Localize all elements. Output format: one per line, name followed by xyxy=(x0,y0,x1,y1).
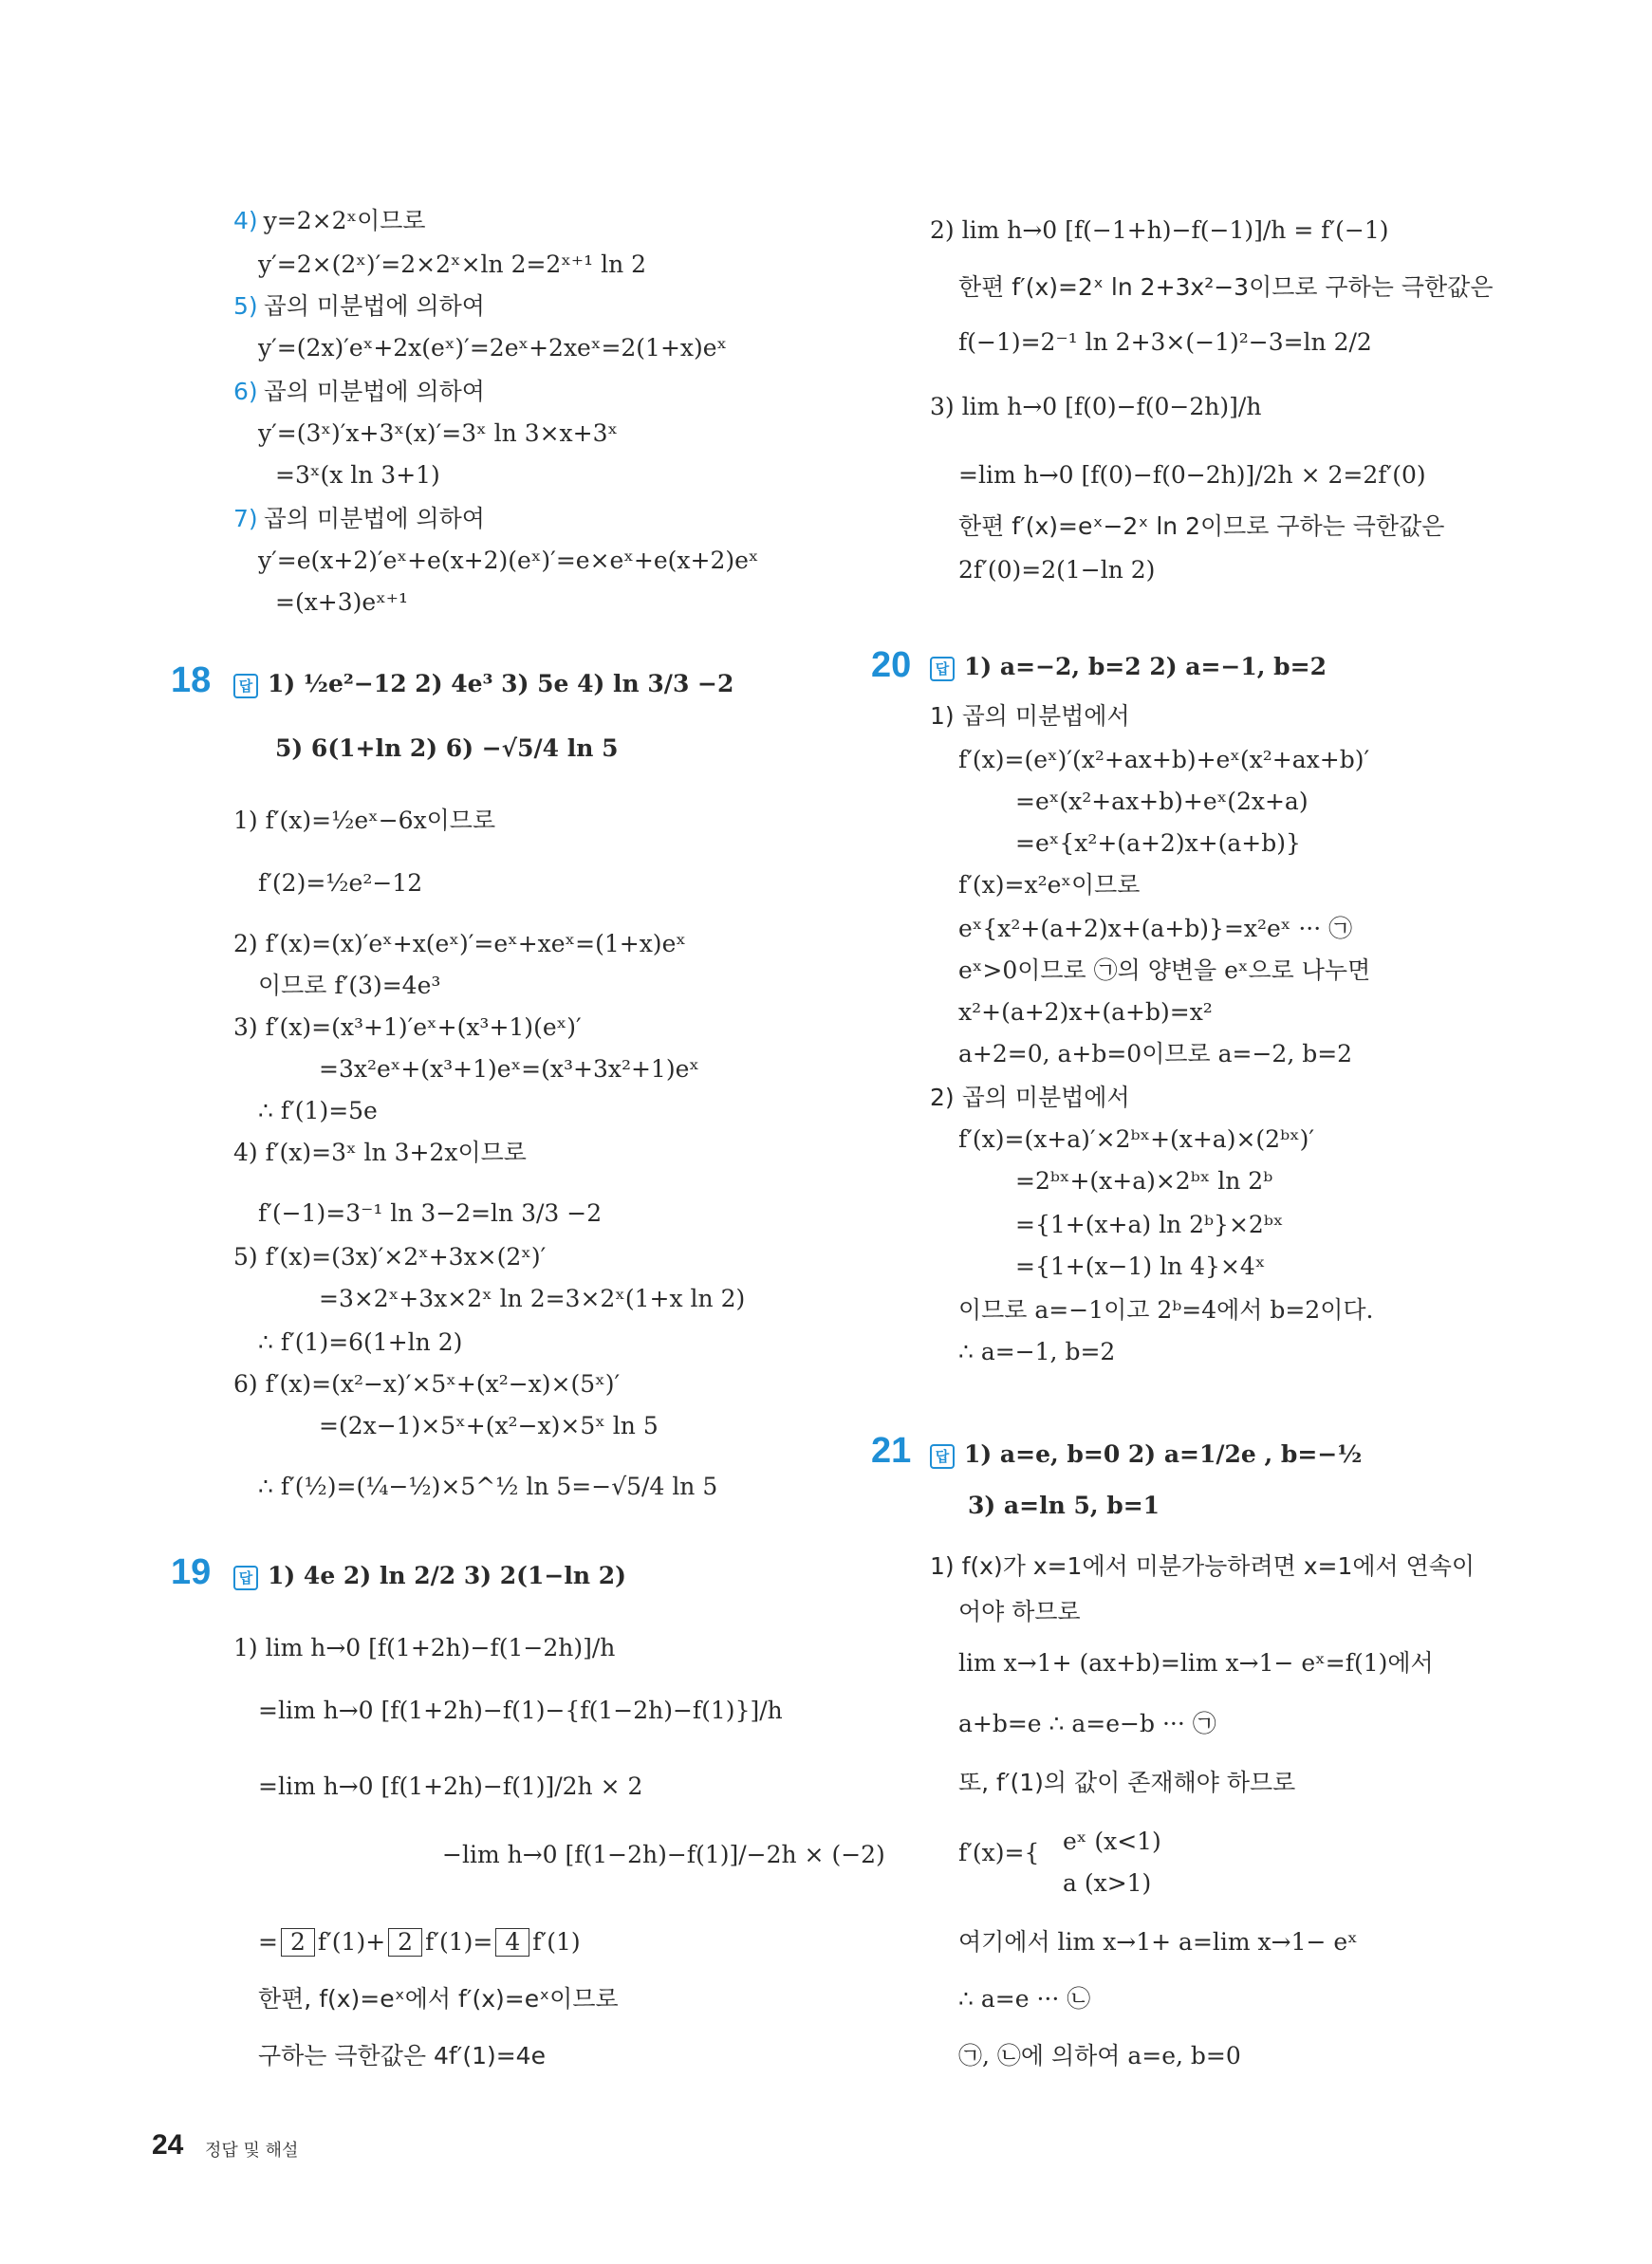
item-label: 7) xyxy=(233,505,258,532)
left-item-4-line2: y′=2×(2ˣ)′=2×2ˣ×ln 2=2ˣ⁺¹ ln 2 xyxy=(258,251,647,278)
p19-sol-1b: =lim h→0 [f(1+2h)−f(1)−{f(1−2h)−f(1)}]/h xyxy=(258,1697,783,1724)
p20-line-8: a+2=0, a+b=0이므로 a=−2, b=2 xyxy=(958,1040,1353,1067)
right-sol-2a: 2) lim h→0 [f(−1+h)−f(−1)]/h = f′(−1) xyxy=(930,216,1389,244)
text: 곱의 미분법에 의하여 xyxy=(263,505,485,532)
problem-19-number: 19 xyxy=(171,1552,212,1592)
answer-badge: 답 xyxy=(233,674,258,698)
p18-sol-3b: =3x²eˣ+(x³+1)eˣ=(x³+3x²+1)eˣ xyxy=(319,1055,699,1083)
problem-20-answer xyxy=(930,651,1327,683)
page-number: 24 xyxy=(152,2129,184,2161)
left-item-7-line1 xyxy=(233,503,485,535)
problem-18-number: 18 xyxy=(171,660,212,700)
p18-sol-6a: 6) f′(x)=(x²−x)′×5ˣ+(x²−x)×(5ˣ)′ xyxy=(233,1370,621,1398)
right-sol-3c: 한편 f′(x)=eˣ−2ˣ ln 2이므로 구하는 극한값은 xyxy=(958,512,1445,540)
p20-line-2: =eˣ(x²+ax+b)+eˣ(2x+a) xyxy=(1015,788,1309,815)
answer-badge: 답 xyxy=(233,1566,258,1590)
p18-sol-2b: 이므로 f′(3)=4e³ xyxy=(258,972,441,999)
p20-line-3: =eˣ{x²+(a+2)x+(a+b)} xyxy=(1015,829,1301,857)
p21-case-1: eˣ (x<1) xyxy=(1063,1828,1161,1855)
p20-line-12: ={1+(x+a) ln 2ᵇ}×2ᵇˣ xyxy=(1015,1211,1284,1238)
p19-sol-1f: 한편, f(x)=eˣ에서 f′(x)=eˣ이므로 xyxy=(258,1985,619,2013)
p20-line-11: =2ᵇˣ+(x+a)×2ᵇˣ ln 2ᵇ xyxy=(1015,1167,1273,1195)
problem-21-number: 21 xyxy=(871,1431,912,1471)
text: 곱의 미분법에 의하여 xyxy=(263,378,485,405)
problem-18-answer-line1 xyxy=(233,668,733,700)
p21-sol-1g: 여기에서 lim x→1+ a=lim x→1− eˣ xyxy=(958,1928,1358,1956)
p20-line-5: eˣ{x²+(a+2)x+(a+b)}=x²eˣ ··· ㉠ xyxy=(958,915,1353,942)
left-item-6-line1 xyxy=(233,376,485,408)
p18-sol-5c: ∴ f′(1)=6(1+ln 2) xyxy=(258,1328,463,1356)
p21-sol-1h: ∴ a=e ··· ㉡ xyxy=(958,1985,1091,2013)
left-item-7-line2: y′=e(x+2)′eˣ+e(x+2)(eˣ)′=e×eˣ+e(x+2)eˣ xyxy=(258,547,759,574)
left-item-5-line1 xyxy=(233,290,485,323)
p19-sol-1g: 구하는 극한값은 4f′(1)=4e xyxy=(258,2042,546,2069)
problem-21-answer-line2: 3) a=ln 5, b=1 xyxy=(968,1492,1160,1519)
p18-sol-6b: =(2x−1)×5ˣ+(x²−x)×5ˣ ln 5 xyxy=(319,1412,659,1439)
right-sol-3d: 2f′(0)=2(1−ln 2) xyxy=(958,556,1156,584)
item-label: 5) xyxy=(233,292,258,320)
p18-sol-3c: ∴ f′(1)=5e xyxy=(258,1097,378,1124)
p18-sol-4b: f′(−1)=3⁻¹ ln 3−2=ln 3/3 −2 xyxy=(258,1199,603,1227)
p19-sol-1c: =lim h→0 [f(1+2h)−f(1)]/2h × 2 xyxy=(258,1772,643,1800)
p18-sol-3a: 3) f′(x)=(x³+1)′eˣ+(x³+1)(eˣ)′ xyxy=(233,1013,582,1041)
answer-text: 1) a=−2, b=2 2) a=−1, b=2 xyxy=(964,653,1327,680)
p18-sol-2a: 2) f′(x)=(x)′eˣ+x(eˣ)′=eˣ+xeˣ=(1+x)eˣ xyxy=(233,930,686,957)
footer-title: 정답 및 해설 xyxy=(205,2141,299,2161)
problem-18-answer-line2: 5) 6(1+ln 2) 6) −√5/4 ln 5 xyxy=(275,734,619,762)
p21-sol-1a: 1) f(x)가 x=1에서 미분가능하려면 x=1에서 연속이 xyxy=(930,1552,1476,1580)
item-label: 4) xyxy=(233,207,258,234)
blank-box: 4 xyxy=(495,1928,529,1957)
p20-line-13: ={1+(x−1) ln 4}×4ˣ xyxy=(1015,1253,1266,1280)
left-item-7-line3: =(x+3)eˣ⁺¹ xyxy=(275,588,409,616)
right-sol-2b: 한편 f′(x)=2ˣ ln 2+3x²−3이므로 구하는 극한값은 xyxy=(958,273,1494,301)
left-item-4-line1 xyxy=(233,205,426,237)
p20-line-4: f′(x)=x²eˣ이므로 xyxy=(958,871,1141,899)
p18-sol-6c: ∴ f′(½)=(¼−½)×5^½ ln 5=−√5/4 ln 5 xyxy=(258,1473,718,1500)
p21-sol-1d: a+b=e ∴ a=e−b ··· ㉠ xyxy=(958,1710,1216,1737)
p21-sol-1i: ㉠, ㉡에 의하여 a=e, b=0 xyxy=(958,2042,1241,2069)
answer-text: 1) 4e 2) ln 2/2 3) 2(1−ln 2) xyxy=(268,1562,626,1589)
answer-text: 1) ½e²−12 2) 4e³ 3) 5e 4) ln 3/3 −2 xyxy=(268,670,734,697)
p21-sol-1b: 어야 하므로 xyxy=(958,1598,1081,1625)
right-sol-3a: 3) lim h→0 [f(0)−f(0−2h)]/h xyxy=(930,393,1262,420)
right-sol-3b: =lim h→0 [f(0)−f(0−2h)]/2h × 2=2f′(0) xyxy=(958,461,1426,489)
item-label: 6) xyxy=(233,378,258,405)
right-sol-2c: f(−1)=2⁻¹ ln 2+3×(−1)²−3=ln 2/2 xyxy=(958,328,1372,356)
left-item-6-line2: y′=(3ˣ)′x+3ˣ(x)′=3ˣ ln 3×x+3ˣ xyxy=(258,419,619,447)
p19-sol-1d: −lim h→0 [f(1−2h)−f(1)]/−2h × (−2) xyxy=(442,1841,885,1868)
p18-sol-1a: 1) f′(x)=½eˣ−6x이므로 xyxy=(233,807,496,834)
p20-line-15: ∴ a=−1, b=2 xyxy=(958,1338,1116,1365)
p19-sol-1e: = 2 f′(1)+ 2 f′(1)= 4 f′(1) xyxy=(258,1928,581,1956)
p18-sol-1b: f′(2)=½e²−12 xyxy=(258,869,423,897)
p18-sol-5a: 5) f′(x)=(3x)′×2ˣ+3x×(2ˣ)′ xyxy=(233,1243,547,1271)
p19-sol-1a: 1) lim h→0 [f(1+2h)−f(1−2h)]/h xyxy=(233,1634,616,1661)
blank-box: 2 xyxy=(388,1928,422,1957)
p20-line-6: eˣ>0이므로 ㉠의 양변을 eˣ으로 나누면 xyxy=(958,956,1371,984)
text: 곱의 미분법에 의하여 xyxy=(263,292,485,320)
problem-19-answer xyxy=(233,1560,626,1592)
p21-sol-1e: 또, f′(1)의 값이 존재해야 하므로 xyxy=(958,1769,1296,1796)
left-item-6-line3: =3ˣ(x ln 3+1) xyxy=(275,461,440,489)
text: y=2×2ˣ이므로 xyxy=(263,207,426,234)
p20-line-9: 2) 곱의 미분법에서 xyxy=(930,1084,1130,1111)
blank-box: 2 xyxy=(281,1928,315,1957)
p18-sol-5b: =3×2ˣ+3x×2ˣ ln 2=3×2ˣ(1+x ln 2) xyxy=(319,1285,746,1312)
problem-21-answer-line1 xyxy=(930,1438,1362,1471)
p20-line-10: f′(x)=(x+a)′×2ᵇˣ+(x+a)×(2ᵇˣ)′ xyxy=(958,1125,1315,1153)
p21-case-2: a (x>1) xyxy=(1063,1869,1152,1897)
answer-badge: 답 xyxy=(930,1444,955,1469)
problem-20-number: 20 xyxy=(871,645,912,685)
p20-line-0: 1) 곱의 미분법에서 xyxy=(930,702,1130,730)
left-item-5-line2: y′=(2x)′eˣ+2x(eˣ)′=2eˣ+2xeˣ=2(1+x)eˣ xyxy=(258,334,728,362)
answer-text: 1) a=e, b=0 2) a=1/2e , b=−½ xyxy=(964,1440,1363,1468)
answer-badge: 답 xyxy=(930,657,955,681)
p21-fprime-label: f′(x)={ xyxy=(958,1839,1040,1866)
p20-line-14: 이므로 a=−1이고 2ᵇ=4에서 b=2이다. xyxy=(958,1296,1374,1324)
p20-line-1: f′(x)=(eˣ)′(x²+ax+b)+eˣ(x²+ax+b)′ xyxy=(958,746,1370,773)
p18-sol-4a: 4) f′(x)=3ˣ ln 3+2x이므로 xyxy=(233,1139,527,1166)
p21-sol-1c: lim x→1+ (ax+b)=lim x→1− eˣ=f(1)에서 xyxy=(958,1649,1434,1677)
p20-line-7: x²+(a+2)x+(a+b)=x² xyxy=(958,998,1213,1026)
